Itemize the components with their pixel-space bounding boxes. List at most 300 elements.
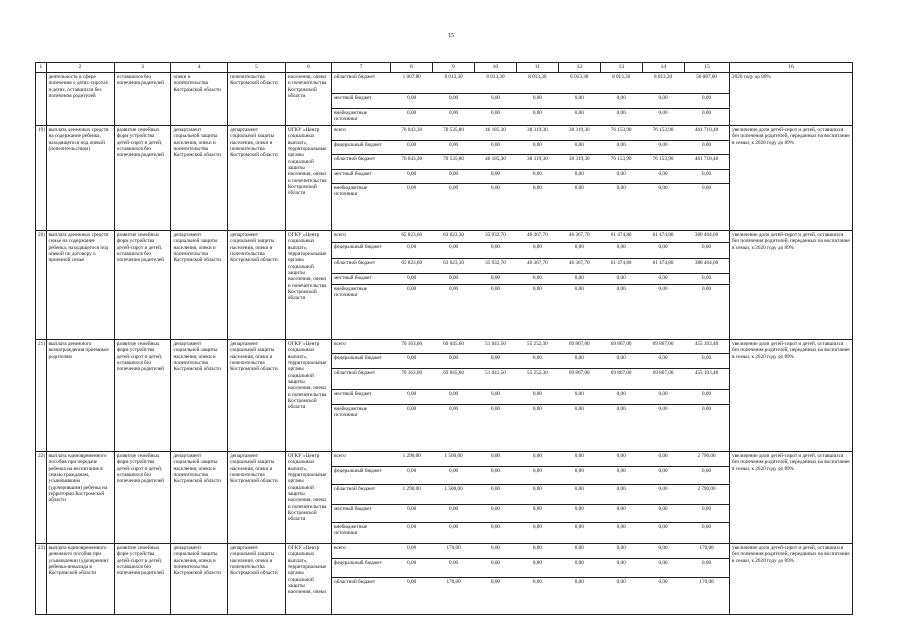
funding-row (332, 231, 729, 242)
funding-value: 55 252,30 (516, 368, 558, 389)
measure-executor: департамент социальной защиты населения, опеки и попечительства Костромской области (171, 126, 228, 231)
funding-value: 0,00 (433, 389, 475, 404)
funding-value: 0,00 (490, 285, 501, 292)
funding-value: 61 474,80 (600, 258, 642, 273)
funding-value: 0,00 (516, 140, 558, 154)
measure-number (36, 73, 47, 126)
funding-value: 0,00 (600, 452, 642, 466)
funding-value: 380 464,60 (684, 231, 729, 242)
funding-value: 0,00 (449, 109, 459, 116)
funding-value: 0,00 (516, 558, 558, 577)
expected-result: увеличение доли детей-сирот и детей, оставшихся без попечения родителей, переданных на воспитание в семьи, к 2020 году до 89% (730, 126, 853, 231)
funding-value: 0,00 (658, 405, 668, 412)
funding-value: 38 319,30 (516, 154, 558, 169)
measure-coexecutor: департамент социальной защиты населения, опеки и попечительства Костромской области (228, 340, 286, 452)
funding-value: 0,00 (600, 558, 642, 577)
funding-value: 38 319,30 (516, 126, 558, 140)
funding-value: 63 023,30 (433, 231, 475, 242)
funding-row (332, 258, 729, 273)
funding-value: 0,00 (616, 184, 626, 191)
column-header-10: 10 (474, 63, 516, 73)
funding-value: 170,00 (433, 544, 475, 558)
funding-value: 0,00 (433, 169, 475, 183)
measure-coexecutor: попечительства Костромской области (228, 73, 286, 126)
measure-recipient: ОГКУ «Центр социальных выплат», территориальные органы социальной защиты населения, опеки и попечительства Костромской области (285, 340, 331, 452)
funding-value: 0,00 (701, 184, 712, 191)
column-header-11: 11 (516, 63, 558, 73)
funding-value: 0,00 (600, 466, 642, 484)
funding-value: 170,00 (699, 578, 714, 585)
funding-row (332, 154, 729, 169)
funding-value: 0,00 (407, 405, 417, 412)
funding-value: 0,00 (574, 523, 584, 530)
measure-number: 20) (36, 231, 47, 340)
funding-value: 0,00 (558, 452, 600, 466)
funding-row (332, 504, 729, 522)
funding-value: 0,00 (642, 273, 684, 284)
funding-value: 65 823,60 (391, 231, 433, 242)
funding-value: 0,00 (407, 109, 417, 116)
funding-value: 61 474,80 (600, 231, 642, 242)
funding-value: 69 867,00 (600, 340, 642, 353)
funding-value: 0,00 (391, 353, 433, 368)
funding-value: 1 290,00 (391, 452, 433, 466)
funding-block (332, 231, 730, 340)
measure-direction: развитие семейных форм устройства детей-сирот и детей, оставшихся без попечения родителей (114, 231, 171, 340)
funding-value: 0,00 (516, 242, 558, 258)
funding-value: 0,00 (658, 578, 668, 585)
column-header-2: 2 (46, 63, 114, 73)
funding-value: 76 153,90 (642, 154, 684, 169)
funding-value: 0,00 (532, 184, 542, 191)
funding-block (332, 126, 730, 231)
funding-value: 0,00 (642, 169, 684, 183)
funding-block (332, 340, 730, 452)
measure-row (36, 340, 853, 452)
funding-value: 380 464,60 (684, 258, 729, 273)
funding-value: 0,00 (391, 169, 433, 183)
funding-value: 70 163,00 (391, 368, 433, 389)
funding-value: 46 367,70 (516, 231, 558, 242)
column-header-6: 6 (285, 63, 331, 73)
funding-value: 0,00 (516, 504, 558, 522)
funding-row (332, 183, 729, 230)
funding-value: 0,00 (516, 93, 558, 108)
funding-value: 0,00 (532, 523, 542, 530)
funding-value: 69 045,60 (433, 368, 475, 389)
column-header-13: 13 (600, 63, 642, 73)
funding-value: 69 867,00 (642, 340, 684, 353)
measure-number: 23) (36, 544, 47, 615)
measure-direction: развитие семейных форм устройства детей-сирот и детей, оставшихся без попечения родителей (114, 544, 171, 615)
funding-value: 0,00 (558, 273, 600, 284)
funding-source: внебюджетные источники (334, 405, 368, 418)
column-header-4: 4 (171, 63, 228, 73)
funding-source: областной бюджет (332, 154, 391, 169)
funding-source: всего (332, 544, 391, 558)
measure-row (36, 452, 853, 544)
measure-direction: развитие семейных форм устройства детей-сирот и детей, оставшихся без попечения родителей (114, 340, 171, 452)
funding-value: 76 043,30 (391, 154, 433, 169)
funding-row (332, 284, 729, 339)
funding-row (332, 242, 729, 258)
funding-row (332, 404, 729, 451)
measure-recipient: ОГКУ «Центр социальных выплат», территориальные органы социальной защиты населения, опеки и попечительства Костромской области (285, 126, 331, 231)
measure-executor: департамент социальной защиты населения, опеки и попечительства Костромской области (171, 544, 228, 615)
funding-value: 69 867,00 (600, 368, 642, 389)
funding-source: местный бюджет (332, 169, 391, 183)
measure-executor: департамент социальной защиты населения, опеки и попечительства Костромской области (171, 340, 228, 452)
funding-row (332, 484, 729, 504)
funding-value: 0,00 (516, 466, 558, 484)
column-header-15: 15 (684, 63, 729, 73)
measure-row (36, 73, 853, 126)
funding-value: 0,00 (600, 389, 642, 404)
funding-value: 76 153,90 (600, 154, 642, 169)
funding-source: местный бюджет (332, 93, 391, 108)
funding-value: 0,00 (600, 504, 642, 522)
funding-value: 0,00 (642, 544, 684, 558)
measure-name: выплата денежных средств семье на содержание ребенка, находящегося под опекой по договору о приемной семье (46, 231, 114, 340)
funding-value: 0,00 (391, 93, 433, 108)
funding-source: всего (332, 126, 391, 140)
funding-value: 455 103,40 (684, 340, 729, 353)
funding-value: 0,00 (574, 109, 584, 116)
funding-value: 70 163,00 (391, 340, 433, 353)
funding-row (332, 340, 729, 353)
funding-block (332, 452, 730, 544)
funding-value: 0,00 (642, 558, 684, 577)
funding-value: 0,00 (490, 184, 501, 191)
funding-block (332, 544, 730, 615)
column-header-14: 14 (642, 63, 684, 73)
funding-source: федеральный бюджет (332, 242, 391, 258)
funding-value: 0,00 (701, 109, 712, 116)
funding-value: 0,00 (532, 578, 542, 585)
funding-value: 0,00 (475, 353, 517, 368)
expected-result: увеличение доли детей-сирот и детей, оставшихся без попечения родителей, переданных на воспитание в семьи, к 2020 году до 89% (730, 231, 853, 340)
funding-value: 0,00 (558, 169, 600, 183)
funding-value: 0,00 (516, 484, 558, 504)
funding-source: областной бюджет (332, 258, 391, 273)
funding-value: 0,00 (701, 285, 712, 292)
funding-value: 0,00 (475, 452, 517, 466)
funding-value: 46 367,70 (516, 258, 558, 273)
funding-value: 0,00 (600, 273, 642, 284)
funding-value: 0,00 (433, 353, 475, 368)
measure-coexecutor: департамент социальной защиты населения, опеки и попечительства Костромской области (228, 231, 286, 340)
funding-value: 0,00 (516, 353, 558, 368)
funding-value: 46 367,70 (558, 258, 600, 273)
measure-direction: развитие семейных форм устройства детей-сирот и детей, оставшихся без попечения родителей (114, 126, 171, 231)
measure-row (36, 231, 853, 340)
funding-value: 0,00 (407, 184, 417, 191)
funding-row (332, 169, 729, 183)
funding-value: 76 043,30 (391, 126, 433, 140)
funding-value: 170,00 (446, 578, 461, 585)
funding-source: внебюджетные источники (334, 523, 368, 536)
funding-value: 0,00 (558, 353, 600, 368)
funding-value: 0,00 (600, 484, 642, 504)
funding-value: 0,00 (616, 523, 626, 530)
funding-source: областной бюджет (332, 484, 391, 504)
funding-value: 0,00 (475, 242, 517, 258)
funding-value: 0,00 (532, 109, 542, 116)
funding-value: 0,00 (642, 353, 684, 368)
funding-value: 0,00 (475, 466, 517, 484)
column-header-9: 9 (432, 63, 474, 73)
expected-result: увеличение доли детей-сирот и детей, оставшихся без попечения родителей, переданных на воспитание в семьи, к 2020 году до 89% (730, 544, 853, 615)
funding-row (332, 73, 729, 93)
funding-value: 0,00 (558, 466, 600, 484)
funding-value: 61 474,80 (642, 231, 684, 242)
funding-value: 38 319,30 (558, 154, 600, 169)
program-table (35, 62, 853, 615)
funding-value: 0,00 (600, 93, 642, 108)
column-header-7: 7 (332, 63, 391, 73)
funding-value: 8 013,30 (475, 73, 517, 93)
funding-value: 55 252,30 (516, 340, 558, 353)
funding-value: 0,00 (642, 389, 684, 404)
funding-value: 0,00 (490, 109, 501, 116)
funding-source: областной бюджет (334, 578, 376, 585)
funding-value: 0,00 (475, 389, 517, 404)
column-header-12: 12 (558, 63, 600, 73)
funding-value: 0,00 (391, 242, 433, 258)
measure-recipient: ОГКУ «Центр социальных выплат», территориальные органы социальной защиты населения, опеки и попечительства Костромской области (285, 452, 331, 544)
funding-value: 0,00 (532, 405, 542, 412)
funding-source: всего (332, 231, 391, 242)
funding-value: 76 153,90 (600, 126, 642, 140)
funding-value: 0,00 (475, 273, 517, 284)
funding-value: 0,00 (558, 242, 600, 258)
funding-value: 0,00 (574, 578, 584, 585)
funding-value: 51 041,50 (475, 340, 517, 353)
funding-value: 0,00 (684, 389, 729, 404)
column-header-8: 8 (390, 63, 432, 73)
funding-value: 0,00 (433, 504, 475, 522)
funding-value: 46 367,70 (558, 231, 600, 242)
funding-row (332, 544, 729, 558)
funding-value: 35 932,70 (475, 258, 517, 273)
funding-value: 46 185,30 (475, 154, 517, 169)
measure-name: выплата денежных средств на содержание ребенка, находящегося под опекой (попечительством) (46, 126, 114, 231)
funding-source: внебюджетные источники (334, 184, 368, 197)
funding-value: 8 013,30 (642, 73, 684, 93)
funding-row (332, 466, 729, 484)
funding-value: 1 007,80 (391, 73, 433, 93)
funding-value: 69 867,00 (642, 368, 684, 389)
header-row (36, 63, 853, 73)
funding-value: 0,00 (407, 523, 417, 530)
funding-value: 0,00 (449, 405, 459, 412)
funding-row (332, 140, 729, 154)
measure-executor: департамент социальной защиты населения, опеки и попечительства Костромской области (171, 231, 228, 340)
funding-value: 0,00 (475, 169, 517, 183)
funding-value: 461 710,40 (684, 154, 729, 169)
measure-executor: опеки и попечительства Костромской области (171, 73, 228, 126)
funding-value: 0,00 (433, 466, 475, 484)
funding-value: 0,00 (642, 93, 684, 108)
funding-value: 35 932,70 (475, 231, 517, 242)
column-header-1: 1 (36, 63, 47, 73)
funding-value: 0,00 (642, 504, 684, 522)
funding-value: 61 474,80 (642, 258, 684, 273)
funding-row (332, 368, 729, 389)
funding-value: 38 319,30 (558, 126, 600, 140)
funding-value: 0,00 (516, 452, 558, 466)
funding-value: 0,00 (616, 578, 626, 585)
funding-value: 70 535,80 (433, 154, 475, 169)
funding-value: 0,00 (490, 523, 501, 530)
funding-value: 70 535,80 (433, 126, 475, 140)
funding-source: всего (332, 340, 391, 353)
funding-value: 0,00 (475, 484, 517, 504)
funding-source: областной бюджет (332, 73, 391, 93)
funding-value: 69 867,00 (558, 340, 600, 353)
funding-source: федеральный бюджет (332, 558, 391, 577)
funding-value: 76 153,90 (642, 126, 684, 140)
funding-value: 0,00 (558, 544, 600, 558)
funding-source: всего (332, 452, 391, 466)
funding-value: 0,00 (616, 285, 626, 292)
funding-row (332, 273, 729, 284)
funding-value: 0,00 (684, 93, 729, 108)
funding-value: 56 087,60 (684, 73, 729, 93)
funding-value: 0,00 (642, 484, 684, 504)
funding-value: 0,00 (516, 389, 558, 404)
funding-value: 0,00 (600, 242, 642, 258)
measure-name: выплата денежного вознаграждения приемным родителям (46, 340, 114, 452)
funding-row (332, 353, 729, 368)
funding-value: 0,00 (433, 93, 475, 108)
funding-value: 0,00 (600, 169, 642, 183)
measure-recipient: населения, опеки и попечительства Костромской области (285, 73, 331, 126)
funding-value: 0,00 (391, 273, 433, 284)
funding-value: 0,00 (684, 466, 729, 484)
funding-value: 0,00 (391, 140, 433, 154)
funding-value: 0,00 (391, 558, 433, 577)
funding-value: 0,00 (574, 184, 584, 191)
funding-value: 63 023,30 (433, 258, 475, 273)
funding-value: 8 013,30 (558, 73, 600, 93)
expected-result: 2020 году до 89% (730, 73, 853, 126)
funding-value: 0,00 (475, 558, 517, 577)
funding-value: 455 103,40 (684, 368, 729, 389)
funding-source: местный бюджет (332, 389, 391, 404)
column-header-16: 16 (730, 63, 853, 73)
funding-value: 461 710,40 (684, 126, 729, 140)
funding-value: 0,00 (449, 184, 459, 191)
funding-value: 0,00 (433, 140, 475, 154)
funding-value: 0,00 (684, 169, 729, 183)
funding-value: 0,00 (433, 273, 475, 284)
funding-value: 0,00 (642, 140, 684, 154)
funding-source: федеральный бюджет (332, 140, 391, 154)
funding-value: 0,00 (391, 466, 433, 484)
funding-value: 1 500,00 (433, 484, 475, 504)
funding-row (332, 126, 729, 140)
funding-value: 0,00 (684, 273, 729, 284)
funding-value: 0,00 (516, 169, 558, 183)
funding-value: 0,00 (407, 285, 417, 292)
column-header-3: 3 (114, 63, 171, 73)
funding-value: 0,00 (658, 523, 668, 530)
funding-row (332, 522, 729, 543)
funding-value: 0,00 (616, 109, 626, 116)
measure-direction: оставшихся без попечения родителей (114, 73, 171, 126)
funding-value: 0,00 (475, 93, 517, 108)
funding-value: 0,00 (701, 523, 712, 530)
funding-row (332, 452, 729, 466)
funding-source: внебюджетные источники (334, 109, 368, 122)
funding-source: внебюджетные источники (334, 285, 368, 298)
funding-row (332, 389, 729, 404)
funding-value: 0,00 (600, 140, 642, 154)
funding-value: 0,00 (558, 93, 600, 108)
measure-row (36, 544, 853, 615)
funding-value: 0,00 (600, 544, 642, 558)
funding-value: 0,00 (574, 405, 584, 412)
funding-value: 0,00 (532, 285, 542, 292)
funding-value: 0,00 (616, 405, 626, 412)
measure-recipient: ОГКУ «Центр социальных выплат», территориальные органы социальной защиты населения, опеки и попечительства Костромской области (285, 231, 331, 340)
page-number: 15 (448, 33, 454, 39)
funding-value: 0,00 (642, 466, 684, 484)
column-header-5: 5 (228, 63, 286, 73)
funding-value: 1 290,00 (391, 484, 433, 504)
measure-coexecutor: департамент социальной защиты населения, опеки и попечительства Костромской области (228, 126, 286, 231)
funding-value: 2 790,00 (684, 484, 729, 504)
funding-value: 0,00 (475, 504, 517, 522)
measure-coexecutor: департамент социальной защиты населения, опеки и попечительства Костромской области (228, 452, 286, 544)
funding-value: 0,00 (391, 544, 433, 558)
funding-source: областной бюджет (332, 368, 391, 389)
measure-coexecutor: департамент социальной защиты населения, опеки и попечительства Костромской области (228, 544, 286, 615)
funding-value: 0,00 (658, 184, 668, 191)
funding-value: 0,00 (684, 558, 729, 577)
funding-block (332, 73, 730, 126)
funding-value: 0,00 (558, 140, 600, 154)
funding-value: 0,00 (449, 285, 459, 292)
funding-value: 0,00 (658, 109, 668, 116)
funding-value: 0,00 (558, 389, 600, 404)
expected-result: увеличение доли детей-сирот и детей, оставшихся без попечения родителей, переданных на воспитание в семьи, к 2020 году до 89% (730, 452, 853, 544)
funding-value: 0,00 (684, 242, 729, 258)
funding-value: 170,00 (684, 544, 729, 558)
funding-value: 0,00 (558, 484, 600, 504)
funding-value: 2 790,00 (684, 452, 729, 466)
funding-value: 0,00 (701, 405, 712, 412)
funding-value: 0,00 (449, 523, 459, 530)
funding-value: 69 045,60 (433, 340, 475, 353)
funding-value: 8 013,30 (516, 73, 558, 93)
measure-number: 21) (36, 340, 47, 452)
expected-result: увеличение доли детей-сирот и детей, оставшихся без попечения родителей, переданных на воспитание в семьи, к 2020 году до 89% (730, 340, 853, 452)
measure-recipient: ОГКУ «Центр социальных выплат», территориальные органы социальной защиты населения, опеки (285, 544, 331, 615)
measure-executor: департамент социальной защиты населения, опеки и попечительства Костромской области (171, 452, 228, 544)
measure-name: деятельность в сфере попечения о детях-сиротах и детях, оставшихся без попечения родителей (46, 73, 114, 126)
measure-name: выплата единовременного денежного пособия при усыновлении (удочерении) ребенка-инвалида в Костромской области (46, 544, 114, 615)
measure-number: 22) (36, 452, 47, 544)
funding-value: 65 823,60 (391, 258, 433, 273)
funding-value: 0,00 (516, 544, 558, 558)
measure-direction: развитие семейных форм устройства детей-сирот и детей, оставшихся без попечения родителей (114, 452, 171, 544)
measure-row (36, 126, 853, 231)
funding-value: 1 500,00 (433, 452, 475, 466)
funding-value: 0,00 (475, 544, 517, 558)
funding-source: федеральный бюджет (332, 353, 391, 368)
